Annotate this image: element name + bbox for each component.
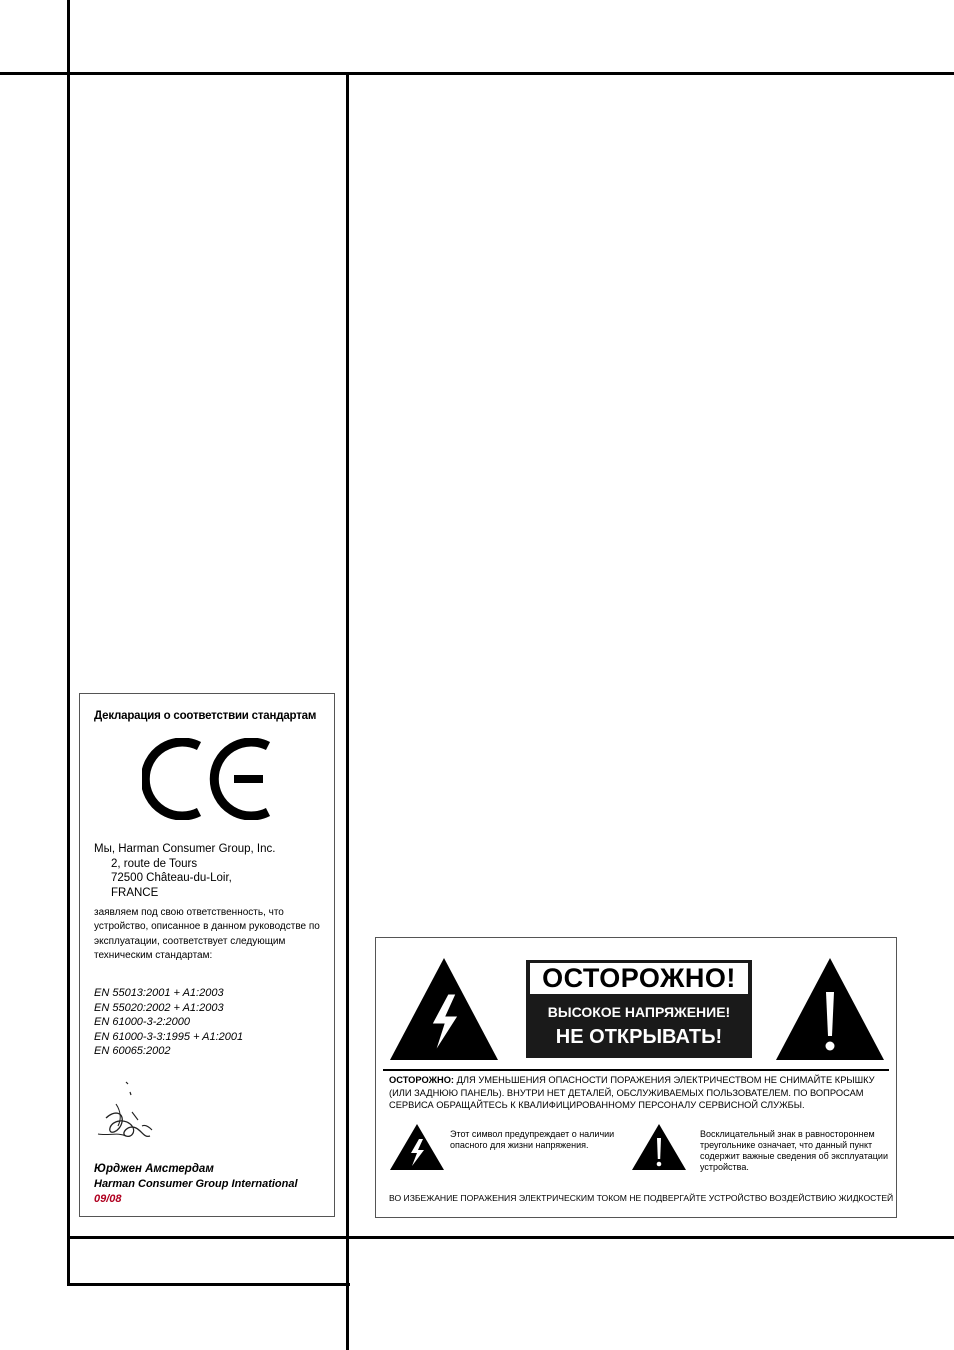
handwritten-signature: [92, 1078, 172, 1158]
declaration-statement: заявляем под свою ответственность, что устройство, описанное в данном руководстве по эксплуатации, соответствует следующим техническим стандартам:: [94, 907, 320, 961]
caution-panel: [375, 937, 897, 1218]
caution-body: ДЛЯ УМЕНЬШЕНИЯ ОПАСНОСТИ ПОРАЖЕНИЯ ЭЛЕКТРИЧЕСТВОМ НЕ СНИМАЙТЕ КРЫШКУ (ИЛИ ЗАДНЮЮ ПАНЕЛЬ). ВНУТРИ НЕТ ДЕТАЛЕЙ, ОБСЛУЖИВАЕМЫХ ПОЛЬЗОВАТЕЛЕМ. ПО ВОПРОСАМ СЕРВИСА ОБРАЩАЙТЕСЬ К КВАЛИФИЦИРОВАННОМУ ПЕРСОНАЛУ СЕРВИСНОЙ СЛУЖБЫ.: [389, 1075, 875, 1110]
signatory-name: Юрджен Амстердам: [94, 1163, 214, 1175]
declaration-of-conformity: [79, 693, 335, 1217]
warning-high-voltage: ВЫСОКОЕ НАПРЯЖЕНИЕ!: [547, 1004, 731, 1020]
address-line-3: FRANCE: [111, 886, 159, 899]
exclamation-symbol-explanation: Восклицательный знак в равностороннем треугольнике означает, что данный пункт содержит важные сведения об эксплуатации устройства.: [700, 1129, 888, 1172]
header-rule: [0, 72, 954, 75]
liquid-warning-footer: ВО ИЗБЕЖАНИЕ ПОРАЖЕНИЯ ЭЛЕКТРИЧЕСКИМ ТОКОМ НЕ ПОДВЕРГАЙТЕ УСТРОЙСТВО ВОЗДЕЙСТВИЮ ЖИДКОСТЕЙ: [389, 1193, 894, 1203]
caution-divider: [383, 1069, 889, 1071]
warning-do-not-open: НЕ ОТКРЫВАТЬ!: [555, 1026, 723, 1048]
lightning-warning-icon: [390, 1124, 444, 1170]
declaration-title: Декларация о соответствии стандартам: [94, 710, 317, 722]
standard-item: EN 61000-3-2:2000: [94, 1016, 191, 1028]
lightning-symbol-explanation: Этот символ предупреждает о наличии опасного для жизни напряжения.: [450, 1129, 615, 1150]
lightning-warning-icon: [390, 958, 498, 1060]
warning-title: ОСТОРОЖНО!: [530, 963, 748, 994]
warning-label: [526, 960, 752, 1058]
exclamation-warning-icon: [776, 958, 884, 1060]
company-intro: Мы, Harman Consumer Group, Inc.: [94, 843, 276, 855]
caution-text: [389, 1074, 889, 1112]
left-margin-rule: [67, 0, 70, 1286]
declaration-date: 09/08: [94, 1193, 122, 1205]
address-line-2: 72500 Château-du-Loir,: [111, 872, 232, 884]
column-divider-rule: [346, 75, 349, 1350]
standards-list: [94, 986, 243, 1059]
standard-item: EN 61000-3-3:1995 + A1:2001: [94, 1030, 244, 1043]
footer-left-rule: [67, 1283, 350, 1286]
caution-label: ОСТОРОЖНО:: [389, 1075, 455, 1085]
standard-item: EN 55013:2001 + A1:2003: [94, 987, 224, 999]
footer-rule: [67, 1236, 954, 1239]
exclamation-warning-icon: [632, 1124, 686, 1170]
standard-item: EN 60065:2002: [94, 1045, 171, 1057]
address-line-1: 2, route de Tours: [111, 857, 198, 870]
standard-item: EN 55020:2002 + A1:2003: [94, 1001, 224, 1014]
manufacturer-address: [94, 842, 275, 900]
signatory-organization: Harman Consumer Group International: [94, 1178, 298, 1190]
ce-mark-icon: [142, 738, 272, 820]
